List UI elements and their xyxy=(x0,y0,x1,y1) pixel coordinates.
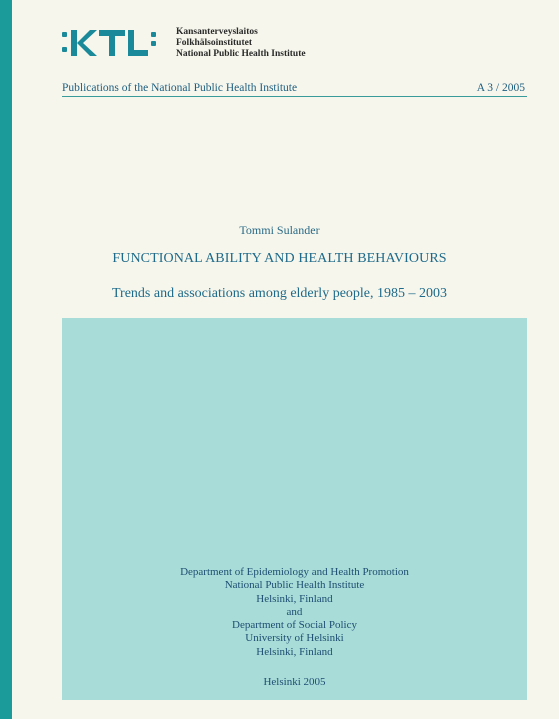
institute-names xyxy=(176,27,306,60)
affiliation-line: Helsinki, Finland xyxy=(256,645,333,658)
institute-name-finnish: Kansanterveyslaitos xyxy=(176,27,258,37)
affiliation-line: University of Helsinki xyxy=(245,632,344,645)
affiliation-line: Department of Epidemiology and Health Promotion xyxy=(180,566,409,578)
series-name: Publications of the National Public Health Institute xyxy=(62,82,298,94)
affiliation-line: Helsinki, Finland xyxy=(256,592,333,605)
affiliation-line: and xyxy=(286,605,303,618)
affiliation-line: Department of Social Policy xyxy=(232,619,357,632)
institute-name-swedish: Folkhälsoinstitutet xyxy=(176,38,253,48)
series-number: A 3 / 2005 xyxy=(476,82,525,94)
affiliation-block xyxy=(62,566,527,659)
institute-name-english: National Public Health Institute xyxy=(176,49,306,59)
ktl-logo xyxy=(62,28,158,58)
affiliation-line: National Public Health Institute xyxy=(224,579,365,592)
book-title: FUNCTIONAL ABILITY AND HEALTH BEHAVIOURS xyxy=(112,251,447,266)
teal-spine xyxy=(0,0,12,719)
affiliation-panel xyxy=(62,318,527,700)
book-subtitle: Trends and associations among elderly people, 1985 – 2003 xyxy=(111,286,448,301)
series-header xyxy=(62,82,527,97)
place-year: Helsinki 2005 xyxy=(263,676,326,688)
author-name: Tommi Sulander xyxy=(239,223,320,237)
